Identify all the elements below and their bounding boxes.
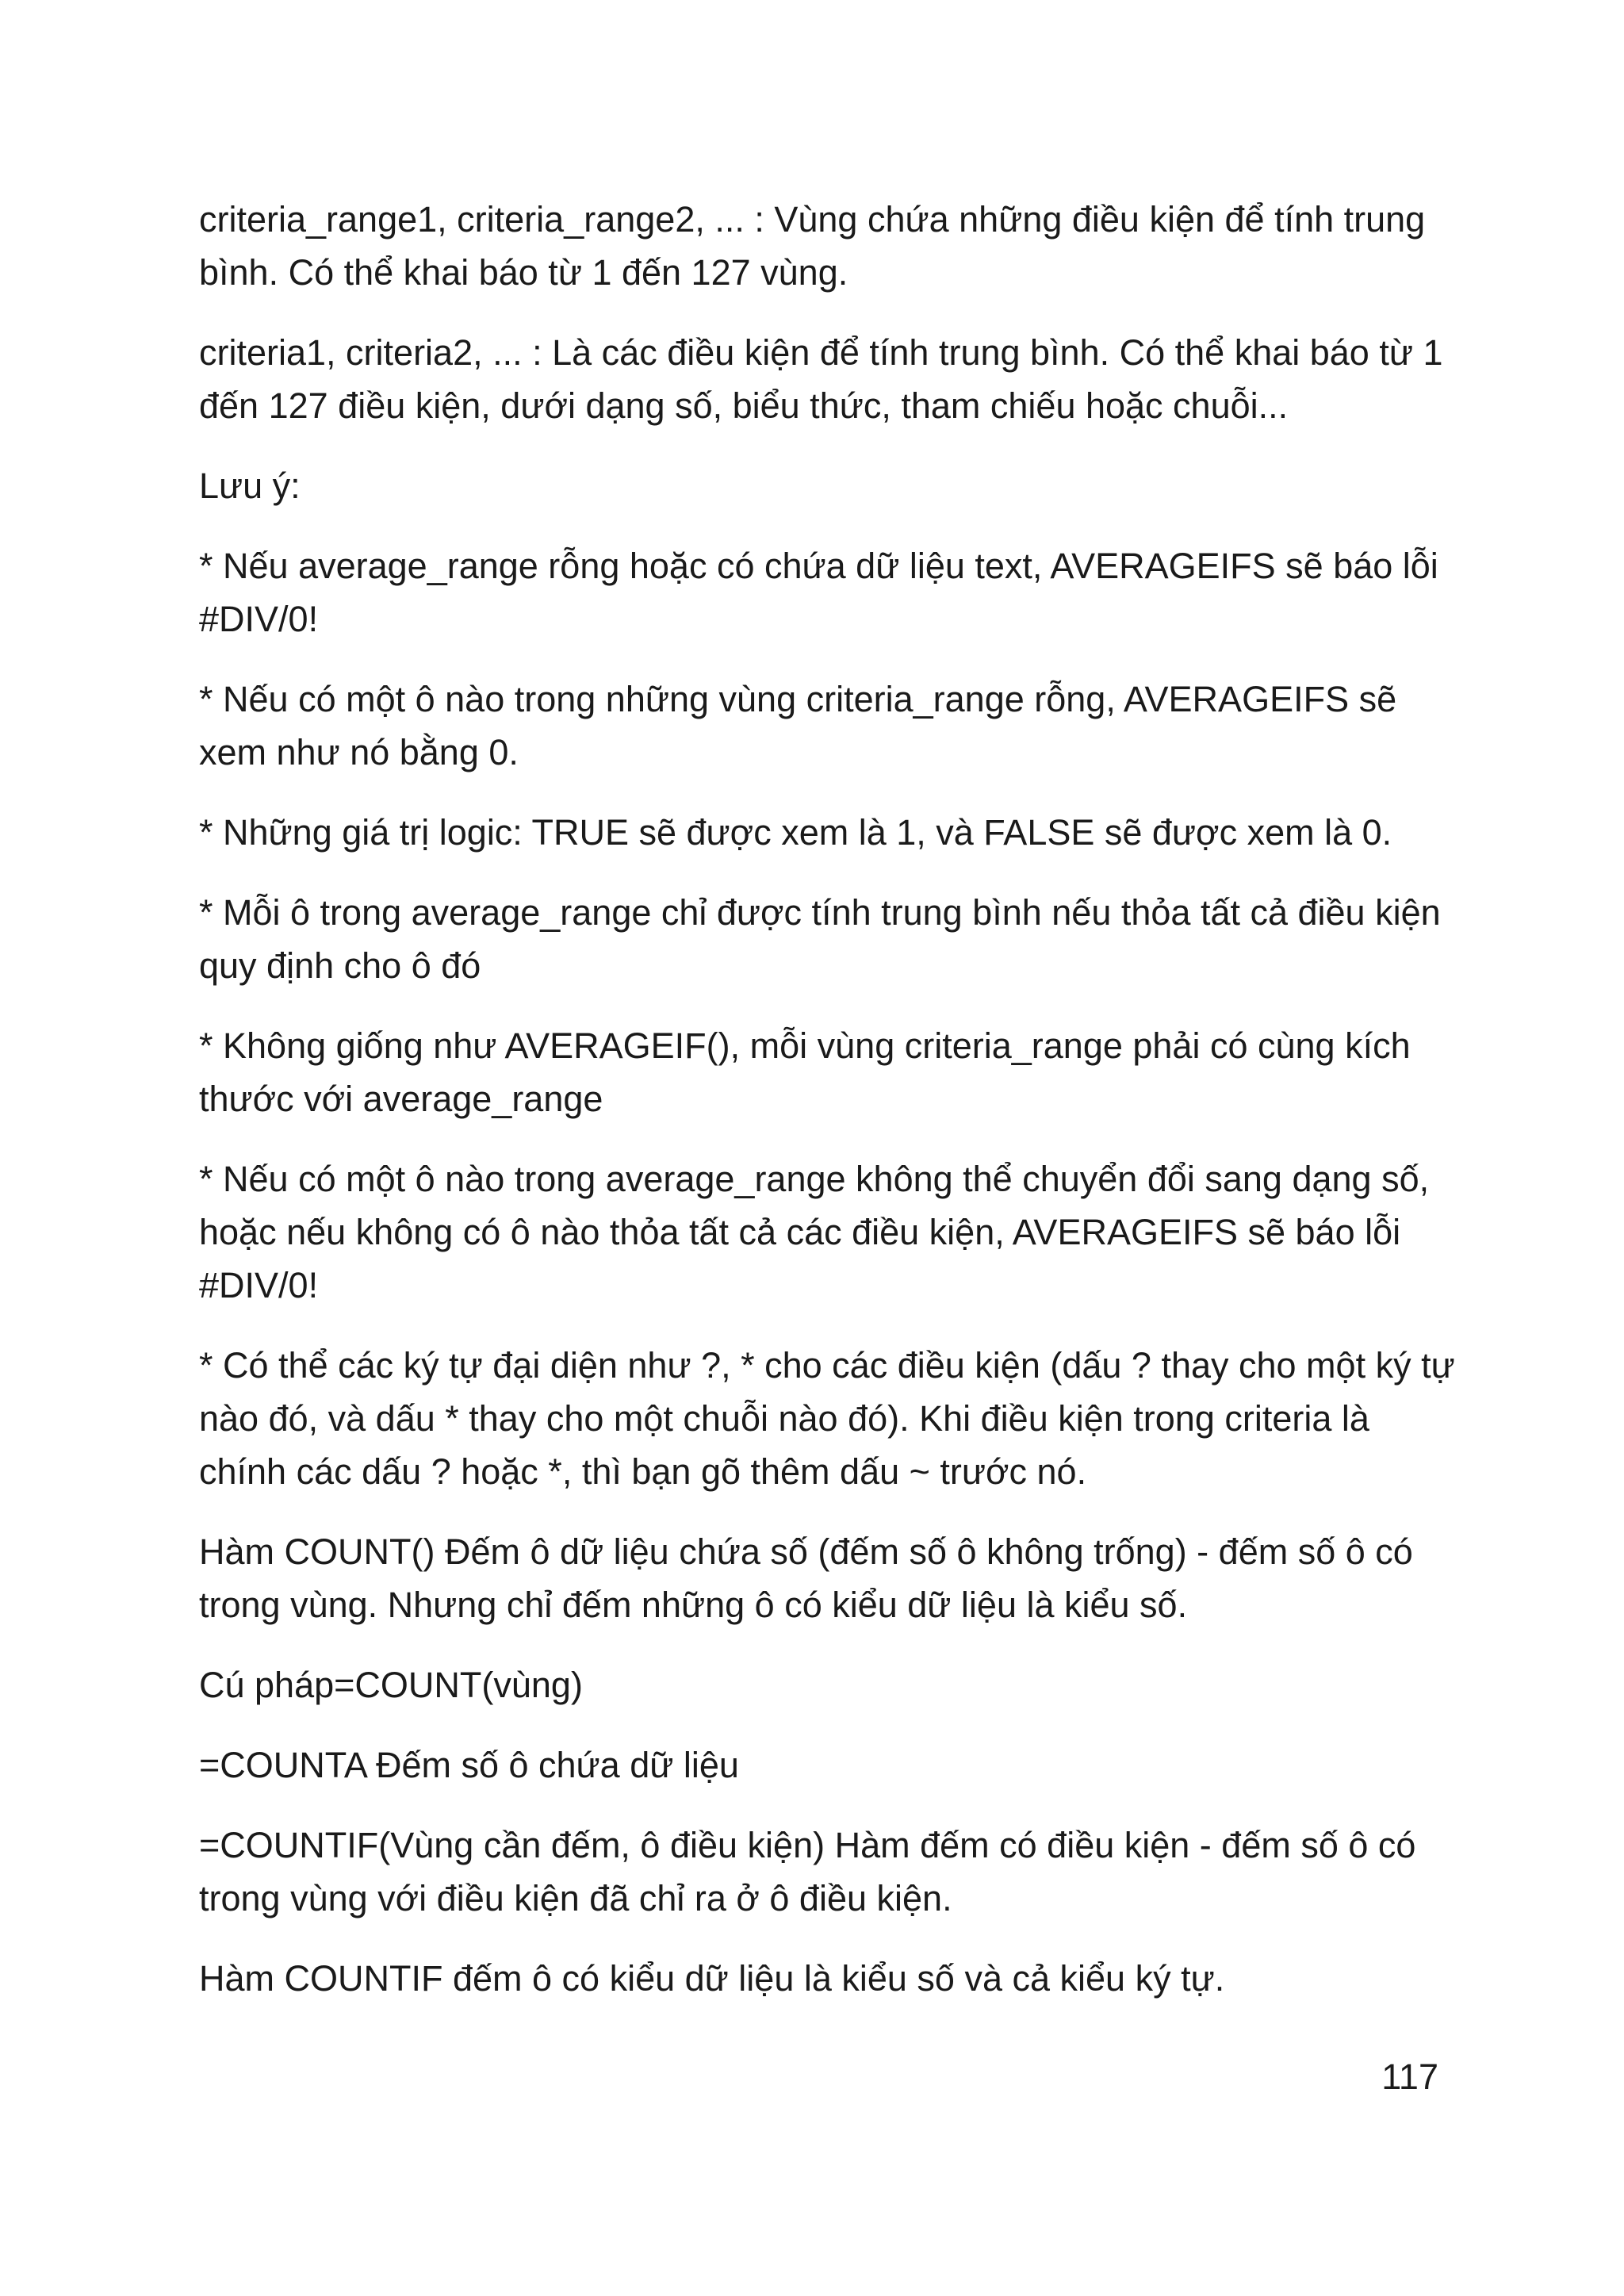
- paragraph-count: Hàm COUNT() Đếm ô dữ liệu chứa số (đếm số ô không trống) - đếm số ô có trong vùng. Nhưng chỉ đếm những ô có kiểu dữ liệu là kiểu số.: [199, 1531, 1413, 1625]
- page-body: [199, 193, 1456, 2032]
- paragraph-note-5: * Không giống như AVERAGEIF(), mỗi vùng criteria_range phải có cùng kích thước với average_range: [199, 1025, 1411, 1119]
- page-number: 117: [1381, 2056, 1438, 2097]
- paragraph-note-2: * Nếu có một ô nào trong những vùng criteria_range rỗng, AVERAGEIFS sẽ xem như nó bằng 0.: [199, 679, 1397, 772]
- paragraph-note-heading: Lưu ý:: [199, 466, 301, 506]
- paragraph-note-1: * Nếu average_range rỗng hoặc có chứa dữ liệu text, AVERAGEIFS sẽ báo lỗi #DIV/0!: [199, 546, 1438, 639]
- paragraph-criteria: criteria1, criteria2, ... : Là các điều kiện để tính trung bình. Có thể khai báo từ 1 đến 127 điều kiện, dưới dạng số, biểu thức, tham chiếu hoặc chuỗi...: [199, 332, 1443, 426]
- paragraph-note-3: * Những giá trị logic: TRUE sẽ được xem là 1, và FALSE sẽ được xem là 0.: [199, 812, 1392, 853]
- paragraph-count-syntax: Cú pháp=COUNT(vùng): [199, 1665, 583, 1705]
- paragraph-note-4: * Mỗi ô trong average_range chỉ được tính trung bình nếu thỏa tất cả điều kiện quy định cho ô đó: [199, 892, 1441, 986]
- paragraph-criteria-range: criteria_range1, criteria_range2, ... : Vùng chứa những điều kiện để tính trung bình. Có thể khai báo từ 1 đến 127 vùng.: [199, 199, 1426, 293]
- paragraph-countif-note: Hàm COUNTIF đếm ô có kiểu dữ liệu là kiểu số và cả kiểu ký tự.: [199, 1958, 1225, 1999]
- paragraph-note-7: * Có thể các ký tự đại diện như ?, * cho các điều kiện (dấu ? thay cho một ký tự nào đó, và dấu * thay cho một chuỗi nào đó). Khi điều kiện trong criteria là chính các dấu ? hoặc *, thì bạn gõ thêm dấu ~ trước nó.: [199, 1345, 1455, 1492]
- paragraph-countif: =COUNTIF(Vùng cần đếm, ô điều kiện) Hàm đếm có điều kiện - đếm số ô có trong vùng với điều kiện đã chỉ ra ở ô điều kiện.: [199, 1825, 1416, 1918]
- paragraph-note-6: * Nếu có một ô nào trong average_range không thể chuyển đổi sang dạng số, hoặc nếu không có ô nào thỏa tất cả các điều kiện, AVERAGEIFS sẽ báo lỗi #DIV/0!: [199, 1159, 1430, 1305]
- paragraph-counta: =COUNTA Đếm số ô chứa dữ liệu: [199, 1745, 739, 1785]
